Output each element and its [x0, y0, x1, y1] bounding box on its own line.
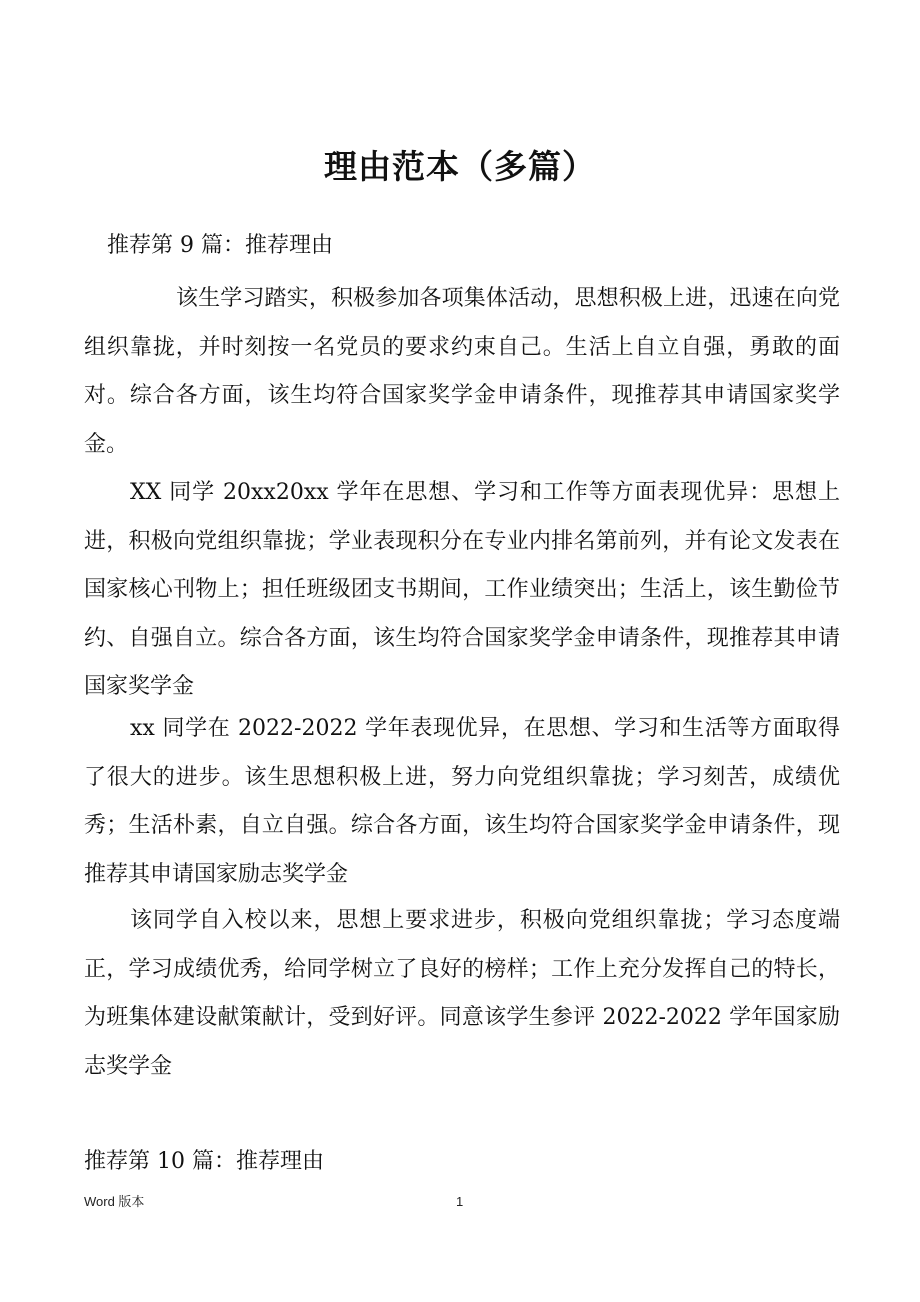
section-9-heading: 推荐第 9 篇：推荐理由	[107, 233, 333, 258]
paragraph-3: xx 同学在 2022-2022 学年表现优异，在思想、学习和生活等方面取得了很大的进步。该生思想积极上进，努力向党组织靠拢；学习刻苦，成绩优秀；生活朴素，自立自强。综合各方面，该生均符合国家奖学金申请条件，现推荐其申请国家励志奖学金	[84, 716, 840, 887]
paragraph-4: 该同学自入校以来，思想上要求进步，积极向党组织靠拢；学习态度端正，学习成绩优秀，给同学树立了良好的榜样；工作上充分发挥自己的特长，为班集体建设献策献计，受到好评。同意该学生参评 2022-2022 学年国家励志奖学金	[84, 908, 840, 1079]
paragraph-2: XX 同学 20xx20xx 学年在思想、学习和工作等方面表现优异：思想上进，积极向党组织靠拢；学业表现积分在专业内排名第前列，并有论文发表在国家核心刊物上；担任班级团支书期间，工作业绩突出；生活上，该生勤俭节约、自强自立。综合各方面，该生均符合国家奖学金申请条件，现推荐其申请国家奖学金	[84, 480, 840, 699]
paragraph-1: 该生学习踏实，积极参加各项集体活动，思想积极上进，迅速在向党组织靠拢，并时刻按一名党员的要求约束自己。生活上自立自强，勇敢的面对。综合各方面，该生均符合国家奖学金申请条件，现推荐其申请国家奖学金。	[84, 286, 840, 457]
section-10-heading: 推荐第 10 篇：推荐理由	[84, 1149, 324, 1174]
footer-version-label: Word 版本	[84, 1194, 145, 1209]
document-title: 理由范本（多篇）	[324, 147, 596, 186]
footer-page-number: 1	[456, 1194, 464, 1209]
